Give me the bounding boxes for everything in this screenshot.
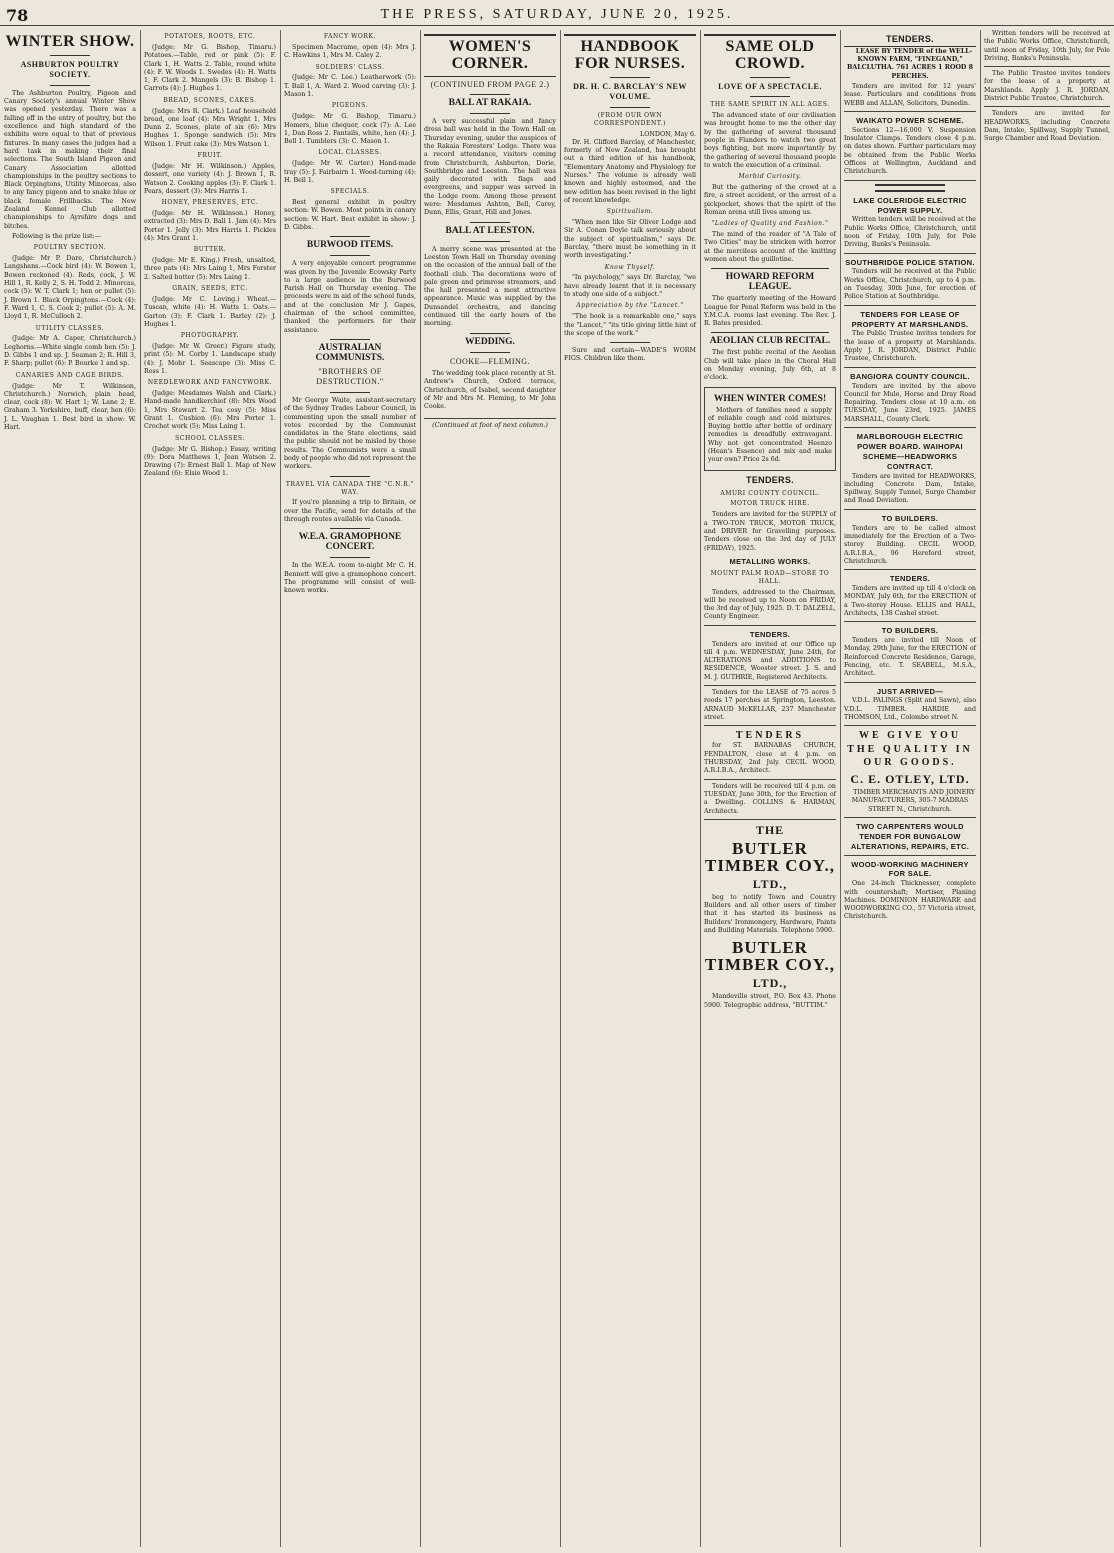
section-body: (Judge: Mr P. Dare, Christchurch.) Langshans.—Cock bird (4): W. Bowen 1, Bowen reckoned (4). Reds, cock, J. W. Hill 1, R. Kelly 2, S. H. Todd 2. Minorcas, cock (5): W. T. Clark 1; hen or pullet (5): J. Brown 1. Black Orpingtons.—Cock (4): F. Ward 1, C. S. Cook 2; pullet (5): A. M. Lloyd 1, R. McCulloch 2. bbox=[4, 255, 136, 321]
column-4 bbox=[420, 30, 560, 1547]
article-body: Mr George Waite, assistant-secretary of the Sydney Trades Labour Council, in commenting upon the small number of votes recorded by the Communist candidates in the State elections, said the public should not be misled by those results. The Communists were a small body of people who did not represent the workers. bbox=[284, 396, 416, 471]
column-5 bbox=[560, 30, 700, 1547]
section-heading: BALL AT RAKAIA. bbox=[448, 98, 532, 109]
section-body: (Judge: Mesdames Walsh and Clark.) Hand-made handkerchief (8): Mrs Wood 1, Mrs Stewart 2. Tea cosy (5): Miss Grant 1. Cushion (6): Mrs Porter 1. Crochet work (5): Miss Laing 1. bbox=[144, 390, 276, 431]
section-heading: FRUIT. bbox=[197, 152, 223, 160]
section-heading: Morbid Curiosity. bbox=[738, 173, 802, 181]
section-heading: SOLDIERS' CLASS. bbox=[315, 63, 385, 71]
section-heading: "Ladies of Quality and Fashion." bbox=[711, 220, 829, 228]
advert-body: Written tenders will be received at the Public Works Office, Christchurch, until noon of Friday, 10th July, for Pole Driving, Banks's Peninsula. bbox=[844, 216, 976, 249]
advert-heading: LEASE BY TENDER of the WELL-KNOWN FARM, "FINEGAND," BALCLUTHA. 761 ACRES 1 ROOD 8 PERCHES. bbox=[847, 47, 973, 80]
article-heading: W.E.A. GRAMOPHONE CONCERT. bbox=[298, 532, 402, 553]
advert-title: BUTLER TIMBER COY., bbox=[705, 838, 835, 875]
advert-body: The Public Trustee invites tenders for the lease of a property at Marshlands. Apply J. R. JORDAN, District Public Trustee, Christchurch. bbox=[984, 70, 1110, 103]
section-heading: CANARIES AND CAGE BIRDS. bbox=[15, 371, 125, 379]
section-heading: SCHOOL CLASSES. bbox=[175, 434, 245, 442]
page-number: 78 bbox=[6, 6, 29, 25]
advert-box bbox=[704, 387, 836, 471]
advert-body: Tenders are invited at our Office up till 4 p.m. WEDNESDAY, June 24th, for ALTERATIONS and ADDITIONS to RESIDENCE, Wooster street. J. S. and M. J. GUTHRIE, Registered Architects. bbox=[704, 640, 836, 681]
article-subheading: "BROTHERS OF DESTRUCTION." bbox=[316, 366, 384, 387]
article-body: The first public recital of the Aeolian Club will take place in the Choral Hall on Monday evening, July 6th, at 8 o'clock. bbox=[704, 349, 836, 382]
article-body: But the gathering of the crowd at a fire, a street accident, or the arrest of a pickpocket, shows that the spirit of the Roman arena still lives among us. bbox=[704, 184, 836, 216]
advert-title: LTD., bbox=[752, 876, 788, 891]
article-subheading: ASHBURTON POULTRY SOCIETY. bbox=[20, 59, 120, 80]
article-heading: SAME OLD CROWD. bbox=[704, 34, 836, 73]
advert-heading: TWO CARPENTERS WOULD TENDER FOR BUNGALOW ALTERATIONS, REPAIRS, ETC. bbox=[850, 821, 970, 851]
advert-body: Sections 12—16,000 V. Suspension Insulator Clamps. Tenders close 4 p.m. on dates shown. Further particulars may be obtained from the Public Works Offices at Wellington, Auckland and Christchurch. bbox=[844, 126, 976, 176]
advert-body: Tenders are invited by the above Council for Mule, Horse and Dray Road Repairing. Tenders close at 10 a.m. on TUESDAY, June 23rd, 1925. JAMES MARSHALL, County Clerk. bbox=[844, 382, 976, 423]
column-8 bbox=[980, 30, 1114, 1547]
article-subheading: LOVE OF A SPECTACLE. bbox=[718, 81, 822, 91]
section-heading: GRAIN, SEEDS, ETC. bbox=[172, 285, 248, 293]
section-body: (Judge: Mr H. Wilkinson.) Honey, extracted (3): Mrs D. Ball 1. Jam (4): Mrs Porter 1. Jelly (3): Mrs Harris 1. Pickles (4): Mrs Grant 1. bbox=[144, 210, 276, 242]
section-body: (Judge: Mr C. Lee.) Leatherwork (5): T. Ball 1, A. Ward 2. Wood carving (3): J. Mason 1. bbox=[284, 74, 416, 98]
advert-body: Tenders will be received at the Public Works Office, Christchurch, up to 4 p.m. on Tuesday, 30th June, for erection of Police Station at Southbridge. bbox=[844, 268, 976, 301]
section-heading: PHOTOGRAPHY. bbox=[180, 332, 240, 340]
advert-heading: WAIKATO POWER SCHEME. bbox=[856, 115, 964, 125]
article-body: Following is the prize list:— bbox=[12, 232, 101, 240]
section-body: (Judge: Mr C. Loving.) Wheat.—Tuscan, white (4): H. Watts 1. Oats.—Garton (3): F. Clark 1. Barley (2): J. Hughes 1. bbox=[144, 295, 276, 328]
advert-body: The Public Trustee invites tenders for the lease of a property at Marshlands. Apply J. R. JORDAN, District Public Trustee, Christchurch. bbox=[844, 330, 976, 363]
advert-heading: TENDERS. bbox=[889, 574, 931, 584]
section-body: (Judge: Mr T. Wilkinson, Christchurch.) Norwich, plain head, clear, cock (8): W. Hart 1; W. Lane 2; E. Graham 3. Yorkshire, buff, clear, hen (6): J. L. Vaughan 1. Best bird in show: W. Hart. bbox=[4, 382, 136, 431]
advert-body: V.D.L. PALINGS (Split and Sawn), also V.D.L. TIMBER. HARDIE and THOMSON, Ltd., Colombo street N. bbox=[844, 697, 976, 722]
advert-body: Tenders are invited for 12 years' lease. Particulars and conditions from WEBB and ALLAN, Solicitors, Dunedin. bbox=[844, 83, 976, 107]
advert-body: Tenders are invited for the SUPPLY of a TWO-TON TRUCK, MOTOR TRUCK, and DRIVER for Gravelling purposes. Tenders close on the 3rd day of JULY (FRIDAY), 1925. bbox=[704, 511, 836, 552]
article-heading: BURWOOD ITEMS. bbox=[306, 240, 394, 251]
newspaper-title: THE PRESS, SATURDAY, JUNE 20, 1925. bbox=[380, 7, 734, 22]
article-body: A very enjoyable concert programme was given by the Juvenile Ecowsky Party to a large audience in the Burwood Parish Hall on Thursday evening. The proceeds were in aid of the school funds, and at the conclusion Mr J. Gapes, chairman of the school committee, thanked the performers for their assistance. bbox=[284, 260, 416, 334]
section-heading: BALL AT LEESTON. bbox=[445, 225, 535, 236]
section-heading: Spiritualism. bbox=[606, 208, 654, 216]
advert-subheading: MOTOR TRUCK HIRE. bbox=[730, 500, 810, 508]
advert-body: Mandeville street, P.O. Box 43. Phone 5900. Telegraphic address, "BUTTIM." bbox=[704, 993, 836, 1009]
advert-heading: TO BUILDERS. bbox=[881, 513, 939, 523]
section-body: (Judge: Mr W. Carter.) Hand-made tray (5): J. Fairbairn 1. Wood-turning (4): H. Bell 1. bbox=[284, 160, 416, 184]
section-heading: BREAD, SCONES, CAKES. bbox=[163, 96, 257, 104]
advert-body: Tenders, addressed to the Chairman, will be received up to Noon on FRIDAY, the 3rd day of July, 1925. D. T. DALZELL, County Engineer. bbox=[704, 588, 836, 621]
column-7 bbox=[840, 30, 980, 1547]
section-heading: POTATOES, ROOTS, ETC. bbox=[164, 33, 256, 40]
article-body: "The book is a remarkable one," says the "Lancet," "its title giving little hint of the scope of the work." bbox=[564, 313, 696, 337]
section-heading: Know Thyself. bbox=[604, 263, 656, 271]
advert-heading: TENDERS bbox=[735, 730, 805, 742]
article-heading: WINTER SHOW. bbox=[5, 33, 135, 50]
continued-note: (Continued at foot of next column.) bbox=[424, 418, 556, 430]
section-body: (Judge: Mr G. Bishop, Timaru.) Homers, blue chequer, cock (7): A. Lee 1, Dan Ross 2. Fantails, white, hen (4): J. Bell 1. Tumblers (3): C. Mason 1. bbox=[284, 113, 416, 146]
article-body: The wedding took place recently at St. Andrew's Church, Oxford terrace, Christchurch, of Isabel, second daughter of Mr and Mrs M. Fleming, to Mr John Cooke. bbox=[424, 370, 556, 411]
advert-body: Tenders will be received till 4 p.m. on TUESDAY, June 30th, for the Erection of a Dwelling. COLLINS & HARMAN, Architects. bbox=[704, 782, 836, 815]
advert-heading: SOUTHBRIDGE POLICE STATION. bbox=[845, 257, 975, 267]
advert-subheading: MOUNT PALM ROAD—STORE TO HALL. bbox=[710, 569, 830, 585]
advert-heading: JUST ARRIVED— bbox=[876, 686, 944, 696]
column-3 bbox=[280, 30, 420, 1547]
section-body: Best general exhibit in poultry section: W. Bowen. Most points in canary section: W. Hart. Best exhibit in show: J. D. Gibbs. bbox=[284, 199, 416, 231]
credit-line: (FROM OUR OWN CORRESPONDENT.) bbox=[593, 111, 667, 127]
article-heading: HOWARD REFORM LEAGUE. bbox=[725, 272, 815, 293]
advert-heading: BANGIORA COUNTY COUNCIL. bbox=[850, 371, 970, 381]
section-body: Specimen Macrame, open (4): Mrs J. C. Hawkins 1, Mrs M. Caley 2. bbox=[284, 43, 416, 60]
article-heading: TRAVEL VIA CANADA THE "C.N.R." WAY. bbox=[285, 480, 415, 496]
section-heading: TENDERS. bbox=[844, 34, 976, 47]
section-body: (Judge: Mr A. Caper, Christchurch.) Leghorns.—White single comb hen (5): J. D. Gibbs 1 and sp. J. Seaman 2; R. Hill 3, F. Sharp; pullet (6): P. Bourke 1 and sp. bbox=[4, 335, 136, 368]
article-subheading: COOKE—FLEMING. bbox=[449, 356, 531, 366]
advert-heading: TENDERS FOR LEASE OF PROPERTY AT MARSHLANDS. bbox=[851, 309, 969, 329]
article-body: "In psychology," says Dr. Barclay, "we have already learnt that it is necessary to study one side of a subject." bbox=[564, 274, 696, 299]
section-heading: TENDERS. bbox=[746, 474, 794, 485]
advert-heading: LAKE COLERIDGE ELECTRIC POWER SUPPLY. bbox=[853, 195, 967, 215]
section-heading: NEEDLEWORK AND FANCYWORK. bbox=[147, 379, 273, 387]
tagline: THE SAME SPIRIT IN ALL AGES. bbox=[710, 101, 830, 109]
section-body: (Judge: Mrs R. Clark.) Loaf household bread, one loaf (4): Mrs Wright 1, Mrs Dunn 2. Scones, plate of six (6): Mrs Hughes 1. Sponge sandwich (5): Mrs Wilson 1. Fruit cake (3): Mrs Watson 1. bbox=[144, 107, 276, 148]
article-body: If you're planning a trip to Britain, or over the Pacific, send for details of the through routes available via Canada. bbox=[284, 499, 416, 524]
section-heading: HONEY, PRESERVES, ETC. bbox=[161, 199, 259, 207]
column-6 bbox=[700, 30, 840, 1547]
section-body: (Judge: Mr G. Bishop.) Essay, writing (9): Dora Matthews 1, Jean Watson 2. Drawing (7): Ernest Ball 1. Map of New Zealand (6): Elsie Wood 1. bbox=[144, 445, 276, 478]
article-body: A very successful plain and fancy dress ball was held in the Town Hall on Thursday evening, under the auspices of the Rakaia Foresters' Lodge. There was a record attendance, visitors coming from Christchurch, Ashburton, Dorie, Southbridge and Leeston. The hall was gaily decorated with flags and evergreens, and supper was served in the Lodge room. Among those present were: Mesdames Ashton, Bell, Carey, Dunn, Ellis, Grant, Hill and Jones. bbox=[424, 118, 556, 217]
article-subheading: (CONTINUED FROM PAGE 2.) bbox=[430, 79, 550, 89]
advert-body: One 24-inch Thicknesser, complete with countershaft; Mortiser, Planing Machines. DOMINION HARDWARE and WOODWORKING CO., 57 Victoria street, Christchurch. bbox=[844, 880, 976, 921]
article-heading: WOMEN'S CORNER. bbox=[424, 34, 556, 77]
article-body: Dr. H. Clifford Barclay, of Manchester, formerly of New Zealand, has brought out a third edition of his handbook, "Elementary Anatomy and Physiology for Nurses." The volume is already well known and highly esteemed, and the new edition has been revised in the light of recent knowledge. bbox=[564, 138, 696, 204]
column-1 bbox=[0, 30, 140, 1547]
crest-emblem bbox=[875, 184, 945, 192]
section-heading: LOCAL CLASSES. bbox=[318, 149, 382, 157]
advert-heading: WOOD-WORKING MACHINERY FOR SALE. bbox=[851, 859, 969, 879]
advert-body: Tenders are invited for HEADWORKS, including Concrete Dam, Intake, Spillway, Supply Tunnel, Surge Chamber and Road Deviation. bbox=[844, 472, 976, 505]
section-heading: FANCY WORK. bbox=[323, 33, 377, 40]
article-body: The Ashburton Poultry, Pigeon and Canary Society's annual Winter Show was opened yesterday. There was a falling off in the entry of poultry, but the excellence and high standard of the exhibits were equal to that of previous fixtures. In many cases the judges had a hard task in making their final selections. The South Island Pigeon and Canary Association allotted championships in the poultry sections to Black Orpingtons, Utility Minorcas, also to any fancy pigeon and to snake blue or black female Frillbacks. The New Zealand Kennel Club allotted championships to Ayrshire dogs and bitches. bbox=[4, 89, 136, 230]
advert-body: Written tenders will be received at the Public Works Office, Christchurch, until noon of Friday, 10th July, for Pole Driving, Banks's Peninsula. bbox=[984, 30, 1110, 62]
column-2 bbox=[140, 30, 280, 1547]
advert-title: LTD., bbox=[752, 976, 788, 991]
article-heading: AEOLIAN CLUB RECITAL. bbox=[709, 336, 831, 347]
masthead bbox=[0, 0, 1114, 26]
advert-body: for ST. BARNABAS CHURCH, FENDALTON, close at 4 p.m. on THURSDAY, 2nd July. CECIL WOOD, A.R.I.B.A., Architect. bbox=[704, 742, 836, 775]
section-heading: WEDDING. bbox=[465, 336, 515, 347]
section-body: (Judge: Mr G. Bishop, Timaru.) Potatoes.—Table, red or pink (5): F. Clark 1, H. Watts 2. Table, round white (4): F. W. Woods 1. Swedes (4): H. Watts 1, F. Clark 2. Mangels (3): B. Bishop 1. Carrots (4): J. Hughes 1. bbox=[144, 43, 276, 93]
advert-body: beg to notify Town and Country Builders and all other users of timber that it has started its business as Builders' Ironmongery, Hardware, Paints and Building Materials. Telephone 5900. bbox=[704, 893, 836, 935]
advert-heading: MARLBOROUGH ELECTRIC POWER BOARD. WAIHOPAI SCHEME—HEADWORKS CONTRACT. bbox=[856, 432, 964, 471]
advert-heading: WHEN WINTER COMES! bbox=[713, 393, 827, 404]
article-body: The quarterly meeting of the Howard League for Penal Reform was held in the Y.M.C.A. rooms last evening. The Rev. J. R. Bates presided. bbox=[704, 295, 836, 328]
section-body: (Judge: Mr H. Wilkinson.) Apples, dessert, one variety (4): J. Brown 1, R. Watson 2. Cooking apples (3): F. Clark 1. Pears, dessert (3): Mrs Harris 1. bbox=[144, 162, 276, 195]
section-heading: POULTRY SECTION. bbox=[33, 244, 107, 252]
article-body: The mind of the reader of "A Tale of Two Cities" may be stricken with horror at the merciless account of the knitting women about the guillotine. bbox=[704, 231, 836, 264]
dateline: LONDON, May 6. bbox=[640, 130, 696, 138]
advert-title: C. E. OTLEY, LTD. bbox=[850, 771, 970, 786]
advert-subheading: AMURI COUNTY COUNCIL. bbox=[720, 489, 820, 497]
section-heading: PIGEONS. bbox=[331, 102, 369, 110]
advert-body: Tenders are invited for HEADWORKS, including Concrete Dam, Intake, Spillway, Supply Tunnel, Surge Chamber and Road Deviation. bbox=[984, 110, 1110, 143]
article-heading: AUSTRALIAN COMMUNISTS. bbox=[315, 342, 385, 363]
advert-body: Tenders for the LEASE of 75 acres 5 roods 17 perches at Springton, Leeston. ARNAUD McKELLAR, 237 Manchester street. bbox=[704, 689, 836, 721]
advert-line: Sure and certain—WADE'S WORM FIGS. Children like them. bbox=[564, 347, 696, 363]
section-heading: Appreciation by the "Lancet." bbox=[576, 302, 684, 310]
section-heading: SPECIALS. bbox=[330, 188, 370, 196]
advert-heading: METALLING WORKS. bbox=[729, 556, 811, 566]
advert-body: TIMBER MERCHANTS AND JOINERY MANUFACTURERS, 305-7 MADRAS STREET N., Christchurch. bbox=[851, 788, 975, 813]
advert-heading: TENDERS. bbox=[749, 629, 791, 639]
advert-body: Mothers of families need a supply of reliable cough and cold mixtures. Buying bottle after bottle of ordinary remedies is dreadfully extravagant. Why not get concentrated Heenzo (Hean's Essence) and mix and make your own? Price 2s 6d. bbox=[708, 406, 832, 464]
advert-title: THE bbox=[755, 822, 785, 837]
advert-title: BUTLER TIMBER COY., bbox=[705, 938, 835, 975]
article-heading: HANDBOOK FOR NURSES. bbox=[564, 34, 696, 73]
advert-body: Tenders are invited up till 4 o'clock on MONDAY, July 6th, for the ERECTION of a Two-storey House. ELLIS and HALL, Architects, 138 Cashel street. bbox=[844, 585, 976, 617]
section-heading: UTILITY CLASSES. bbox=[35, 324, 105, 332]
advert-body: Tenders are to be called almost immediately for the Erection of a Two-storey Building. CECIL WOOD, A.R.I.B.A., 96 Hereford street, Christchurch. bbox=[844, 524, 976, 565]
article-body: The advanced state of our civilisation was brought home to me the other day by the gathering of several thousand people in Flanders to watch two great boys fighting, but more importantly by the gathering of several thousand people to watch the execution of a criminal. bbox=[704, 112, 836, 169]
advert-body: Tenders are invited till Noon of Monday, 29th June, for the ERECTION of Reinforced Concrete Residence, Garage, Fencing, etc. T. SEABELL, M.S.A., Architect. bbox=[844, 637, 976, 678]
article-body: In the W.E.A. room to-night Mr C. H. Bennett will give a gramophone concert. The programme will consist of well-known works. bbox=[284, 562, 416, 595]
article-body: "When men like Sir Oliver Lodge and Sir A. Conan Doyle talk seriously about the subject of spiritualism," says Dr. Barclay, "there must be something in it worth investigating." bbox=[564, 219, 696, 260]
advert-heading: TO BUILDERS. bbox=[881, 626, 939, 636]
section-body: (Judge: Mr E. King.) Fresh, unsalted, three pats (4): Mrs Laing 1, Mrs Forster 2. Salted butter (5): Mrs Laing 1. bbox=[144, 257, 276, 281]
article-body: A merry scene was presented at the Leeston Town Hall on Thursday evening on the occasion of the annual ball of the football club. The decorations were of pale green and primrose streamers, and the hall presented a most attractive appearance. Music was supplied by the Dunsandel orchestra, and dancing continued till the early hours of the morning. bbox=[424, 245, 556, 328]
section-heading: BUTTER. bbox=[193, 246, 227, 254]
article-subheading: DR. H. C. BARCLAY'S NEW VOLUME. bbox=[573, 81, 687, 102]
advert-heading: WE GIVE YOU THE QUALITY IN OUR GOODS. bbox=[847, 730, 973, 768]
section-body: (Judge: Mr W. Greer.) Figure study, print (5): M. Corby 1. Landscape study (4): J. Mohr 1. Seascape (3): Miss C. Ross 1. bbox=[144, 343, 276, 375]
